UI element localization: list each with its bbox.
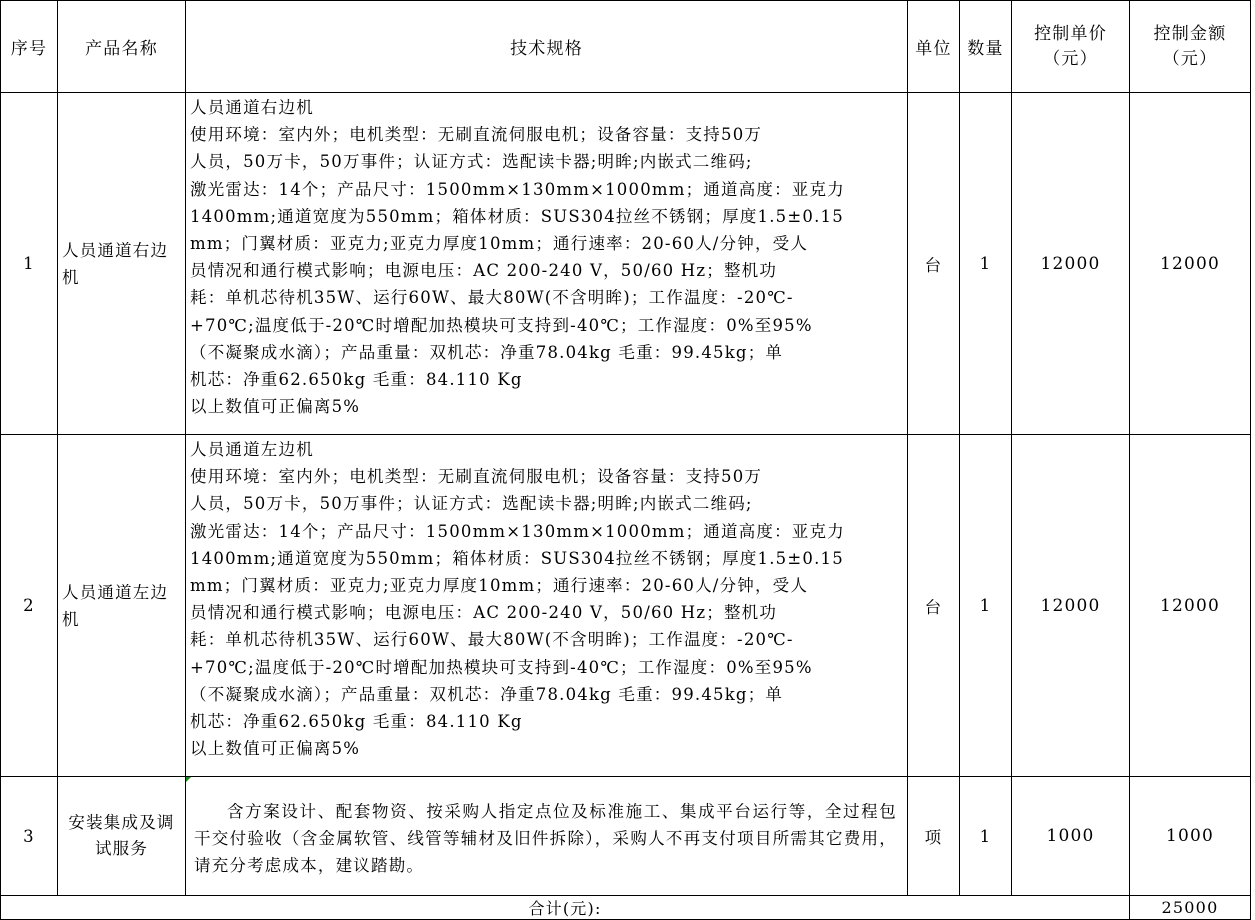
row-qty[interactable]: 1 — [960, 435, 1012, 777]
spec-line: 1400mm;通道宽度为550mm；箱体材质：SUS304拉丝不锈钢；厚度1.5±0.15 — [190, 548, 844, 568]
spec-line: 人员，50万卡，50万事件；认证方式：选配读卡器;明眸;内嵌式二维码; — [190, 152, 753, 172]
row-unit[interactable]: 台 — [908, 435, 960, 777]
spec-line: 耗：单机芯待机35W、运行60W、最大80W(不含明眸)；工作温度：-20℃- — [190, 630, 794, 650]
spec-line: 使用环境：室内外；电机类型：无刷直流伺服电机；设备容量：支持50万 — [190, 467, 763, 487]
row-spec[interactable]: 含方案设计、配套物资、按采购人指定点位及标准施工、集成平台运行等，全过程包干交付验收（含金属软管、线管等辅材及旧件拆除），采购人不再支付项目所需其它费用，请充分考虑成本，建议踏勘。 — [186, 777, 908, 896]
row-product-name[interactable]: 人员通道右边机 — [58, 93, 186, 435]
header-amount[interactable]: 控制金额（元） — [1130, 1, 1251, 93]
row-product-name[interactable]: 人员通道左边机 — [58, 435, 186, 777]
spec-line: 激光雷达：14个；产品尺寸：1500mm×130mm×1000mm；通道高度：亚克力 — [190, 179, 845, 199]
table-row — [1, 777, 1251, 896]
row-seq[interactable]: 1 — [1, 93, 58, 435]
spec-line: mm；门翼材质：亚克力;亚克力厚度10mm；通行速率：20-60人/分钟，受人 — [190, 234, 809, 254]
table-row — [1, 435, 1251, 777]
row-seq[interactable]: 2 — [1, 435, 58, 777]
header-unit[interactable]: 单位 — [908, 1, 960, 93]
row-unit-price[interactable]: 1000 — [1012, 777, 1130, 896]
spec-line: 耗：单机芯待机35W、运行60W、最大80W(不含明眸)；工作温度：-20℃- — [190, 288, 794, 308]
spec-line: （不凝聚成水滴）；产品重量：双机芯：净重78.04kg 毛重：99.45kg；单 — [190, 342, 784, 362]
spec-line: 机芯：净重62.650kg 毛重：84.110 Kg — [190, 712, 523, 732]
row-product-name[interactable]: 安装集成及调试服务 — [58, 777, 186, 896]
spec-line: 员情况和通行模式影响；电源电压：AC 200-240 V，50/60 Hz；整机功 — [190, 261, 778, 281]
total-row — [1, 896, 1251, 920]
table-row — [1, 93, 1251, 435]
row-unit[interactable]: 项 — [908, 777, 960, 896]
header-row — [1, 1, 1251, 93]
spec-line: 机芯：净重62.650kg 毛重：84.110 Kg — [190, 370, 523, 390]
row-amount[interactable]: 12000 — [1130, 435, 1251, 777]
header-unit-price[interactable]: 控制单价（元） — [1012, 1, 1130, 93]
total-label[interactable]: 合计(元): — [1, 896, 1130, 920]
row-seq[interactable]: 3 — [1, 777, 58, 896]
header-seq[interactable]: 序号 — [1, 1, 58, 93]
spec-line: 1400mm;通道宽度为550mm；箱体材质：SUS304拉丝不锈钢；厚度1.5±0.15 — [190, 206, 844, 226]
spec-line: 以上数值可正偏离5% — [190, 739, 361, 759]
row-amount[interactable]: 1000 — [1130, 777, 1251, 896]
row-amount[interactable]: 12000 — [1130, 93, 1251, 435]
spec-line: 人员通道右边机 — [190, 98, 314, 117]
spec-line: 人员通道左边机 — [190, 440, 314, 459]
spec-line: +70℃;温度低于-20℃时增配加热模块可支持到-40℃；工作湿度：0%至95% — [190, 315, 813, 335]
total-value[interactable]: 25000 — [1130, 896, 1251, 920]
header-qty[interactable]: 数量 — [960, 1, 1012, 93]
spec-line: 激光雷达：14个；产品尺寸：1500mm×130mm×1000mm；通道高度：亚克力 — [190, 521, 845, 541]
row-spec[interactable] — [186, 93, 908, 435]
spec-line: （不凝聚成水滴）；产品重量：双机芯：净重78.04kg 毛重：99.45kg；单 — [190, 684, 784, 704]
row-unit[interactable]: 台 — [908, 93, 960, 435]
spec-line: 使用环境：室内外；电机类型：无刷直流伺服电机；设备容量：支持50万 — [190, 125, 763, 145]
row-unit-price[interactable]: 12000 — [1012, 93, 1130, 435]
spec-line: mm；门翼材质：亚克力;亚克力厚度10mm；通行速率：20-60人/分钟，受人 — [190, 576, 809, 596]
header-product-name[interactable]: 产品名称 — [58, 1, 186, 93]
spec-line: 员情况和通行模式影响；电源电压：AC 200-240 V，50/60 Hz；整机功 — [190, 603, 778, 623]
header-spec[interactable]: 技术规格 — [186, 1, 908, 93]
spec-line: 人员，50万卡，50万事件；认证方式：选配读卡器;明眸;内嵌式二维码; — [190, 494, 753, 514]
spec-line: 以上数值可正偏离5% — [190, 397, 361, 417]
row-unit-price[interactable]: 12000 — [1012, 435, 1130, 777]
row-spec[interactable] — [186, 435, 908, 777]
spec-line: +70℃;温度低于-20℃时增配加热模块可支持到-40℃；工作湿度：0%至95% — [190, 657, 813, 677]
row-qty[interactable]: 1 — [960, 777, 1012, 896]
row-qty[interactable]: 1 — [960, 93, 1012, 435]
